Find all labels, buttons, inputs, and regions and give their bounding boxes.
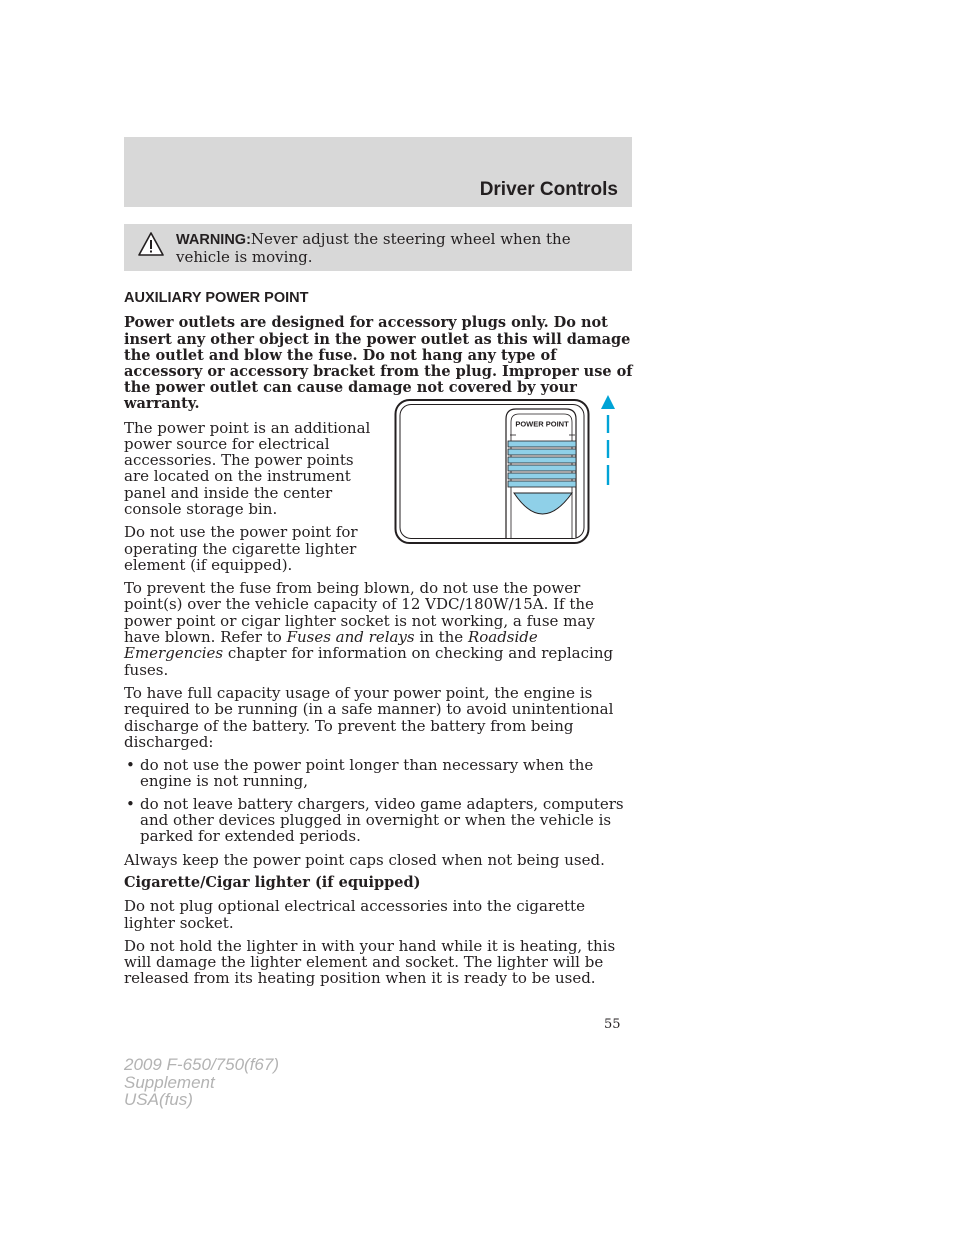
footer-supplement-line bbox=[124, 1074, 279, 1092]
list-item bbox=[124, 796, 634, 845]
fuses-relays-ref: Fuses and relays bbox=[286, 628, 415, 647]
fuse-text-c: chapter for information on checking and replacing fuses. bbox=[124, 644, 614, 679]
fuse-text-a: To prevent the fuse from being blown, do not use the power point(s) over the vehicle capacity of 12 VDC/180W/15A. If the power point or cigar lighter socket is not working, a fuse may have blown. Refer to bbox=[124, 579, 595, 647]
list-item bbox=[124, 757, 634, 790]
warning-message: Never adjust the steering wheel when the vehicle is moving. bbox=[176, 230, 571, 266]
footer-market-code: (fus) bbox=[158, 1090, 193, 1109]
figure-label: POWER POINT bbox=[515, 419, 569, 429]
fuse-paragraph bbox=[124, 580, 634, 678]
caps-paragraph: Always keep the power point caps closed when not being used. bbox=[124, 850, 605, 869]
lighter-socket-paragraph: Do not plug optional electrical accessories into the cigarette lighter socket. bbox=[124, 897, 585, 932]
subsection-title: Cigarette/Cigar lighter (if equipped) bbox=[124, 873, 421, 891]
intro-column bbox=[124, 420, 382, 574]
bullet-dot: • bbox=[126, 794, 135, 813]
lighter-heating-paragraph: Do not hold the lighter in with your hand while it is heating, this will damage the lighter element and socket. The lighter will be released from its heating position when it is ready to be used. bbox=[124, 936, 616, 988]
warning-text bbox=[176, 231, 626, 266]
bullet-text: do not leave battery chargers, video game adapters, computers and other devices plugged in overnight or when the vehicle is parked for extended periods. bbox=[140, 794, 624, 846]
capacity-paragraph: To have full capacity usage of your power point, the engine is required to be running (in a safe manner) to avoid unintentional discharge of the battery. To prevent the battery from being discharged: bbox=[124, 683, 614, 751]
power-point-illustration bbox=[394, 395, 618, 545]
battery-bullet-list bbox=[124, 757, 634, 844]
footer-supplement: Supplement bbox=[124, 1072, 215, 1092]
chapter-header bbox=[124, 137, 632, 207]
document-footer bbox=[124, 1056, 279, 1109]
warning-label: WARNING: bbox=[176, 232, 251, 248]
fuse-text-b: in the bbox=[414, 628, 468, 647]
footer-model-code: (f67) bbox=[244, 1055, 280, 1074]
footer-market: USA bbox=[124, 1090, 159, 1109]
power-point-description: The power point is an additional power source for electrical accessories. The power points are located on the instrument panel and inside the center console storage bin. bbox=[124, 418, 371, 518]
bullet-dot: • bbox=[126, 756, 135, 775]
bullet-text: do not use the power point longer than necessary when the engine is not running, bbox=[140, 756, 594, 791]
footer-market-line bbox=[124, 1091, 279, 1109]
section-title: AUXILIARY POWER POINT bbox=[124, 290, 309, 306]
chapter-title: Driver Controls bbox=[479, 179, 618, 200]
warning-box bbox=[124, 224, 632, 271]
lighter-note: Do not use the power point for operating the cigarette lighter element (if equipped). bbox=[124, 523, 358, 574]
footer-model-line bbox=[124, 1056, 279, 1074]
roadside-emergencies-ref: Roadside Emergencies bbox=[124, 628, 538, 663]
footer-model: 2009 F-650/750 bbox=[124, 1055, 245, 1074]
caution-paragraph: Power outlets are designed for accessory plugs only. Do not insert any other object in the power outlet as this will damage the outlet and blow the fuse. Do not hang any type of accessory or accessory bracket from the plug. Improper use of the power outlet can cause damage not covered by your warranty. bbox=[124, 314, 633, 413]
warning-triangle-icon bbox=[138, 232, 164, 256]
open-direction-arrow-icon bbox=[601, 395, 615, 485]
page-number: 55 bbox=[604, 1017, 621, 1032]
